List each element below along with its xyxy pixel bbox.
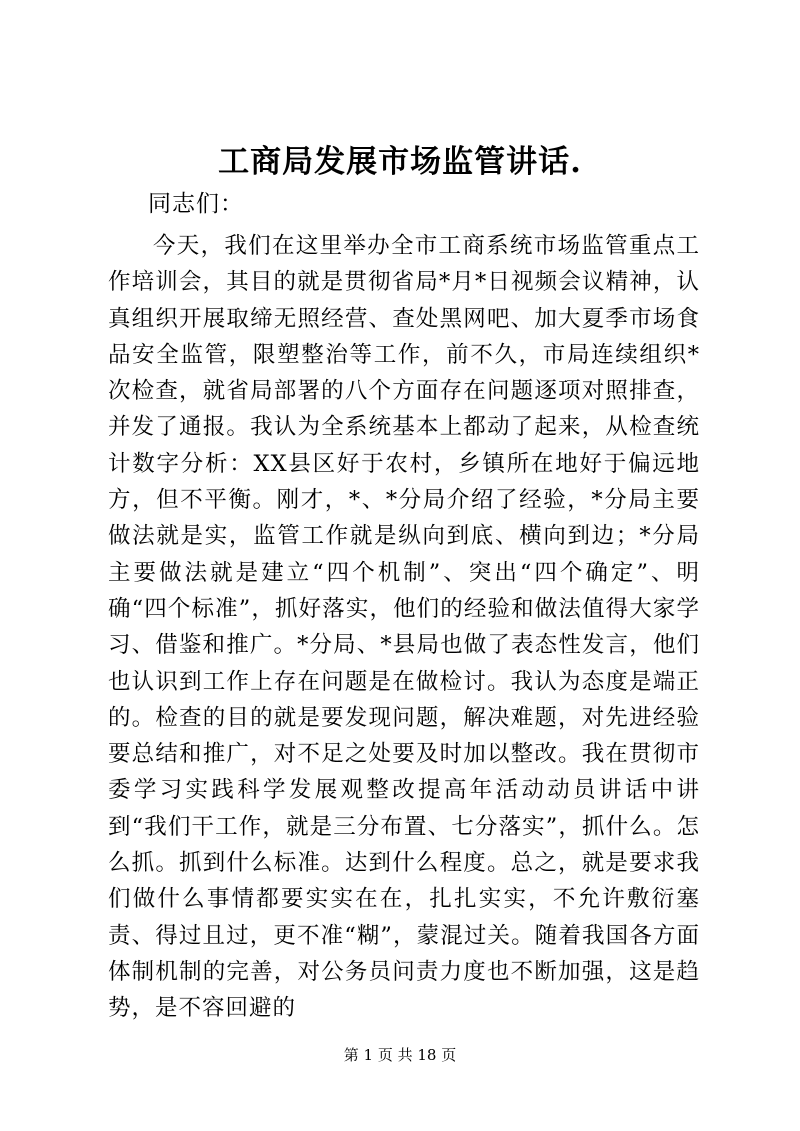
page-footer: 第 1 页 共 18 页 [343,1046,457,1064]
greeting-line: 同志们： [148,191,244,217]
document-title: 工商局发展市场监管讲话. [218,144,582,180]
body-paragraph: 今天，我们在这里举办全市工商系统市场监管重点工作培训会，其目的就是贯彻省局*月*日视频会议精神，认真组织开展取缔无照经营、查处黑网吧、加大夏季市场食品安全监管，限塑整治等工作，前不久，市局连续组织*次检查，就省局部署的八个方面存在问题逐项对照排查，并发了通报。我认为全系统基本上都动了起来，从检查统计数字分析：XX县区好于农村，乡镇所在地好于偏远地方，但不平衡。刚才，*、*分局介绍了经验，*分局主要做法就是实，监管工作就是纵向到底、横向到边；*分局主要做法就是建立“四个机制”、突出“四个确定”、明确“四个标准”，抓好落实，他们的经验和做法值得大家学习、借鉴和推广。*分局、*县局也做了表态性发言，他们也认识到工作上存在问题是在做检讨。我认为态度是端正的。检查的目的就是要发现问题，解决难题，对先进经验要总结和推广，对不足之处要及时加以整改。我在贯彻市委学习实践科学发展观整改提高年活动动员讲话中讲到“我们干工作，就是三分布置、七分落实”，抓什么。怎么抓。抓到什么标准。达到什么程度。总之，就是要求我们做什么事情都要实实在在，扎扎实实，不允许敷衍塞责、得过且过，更不准“糊”，蒙混过关。随着我国各方面体制机制的完善，对公务员问责力度也不断加强，这是趋势，是不容回避的 [108,233,700,1022]
